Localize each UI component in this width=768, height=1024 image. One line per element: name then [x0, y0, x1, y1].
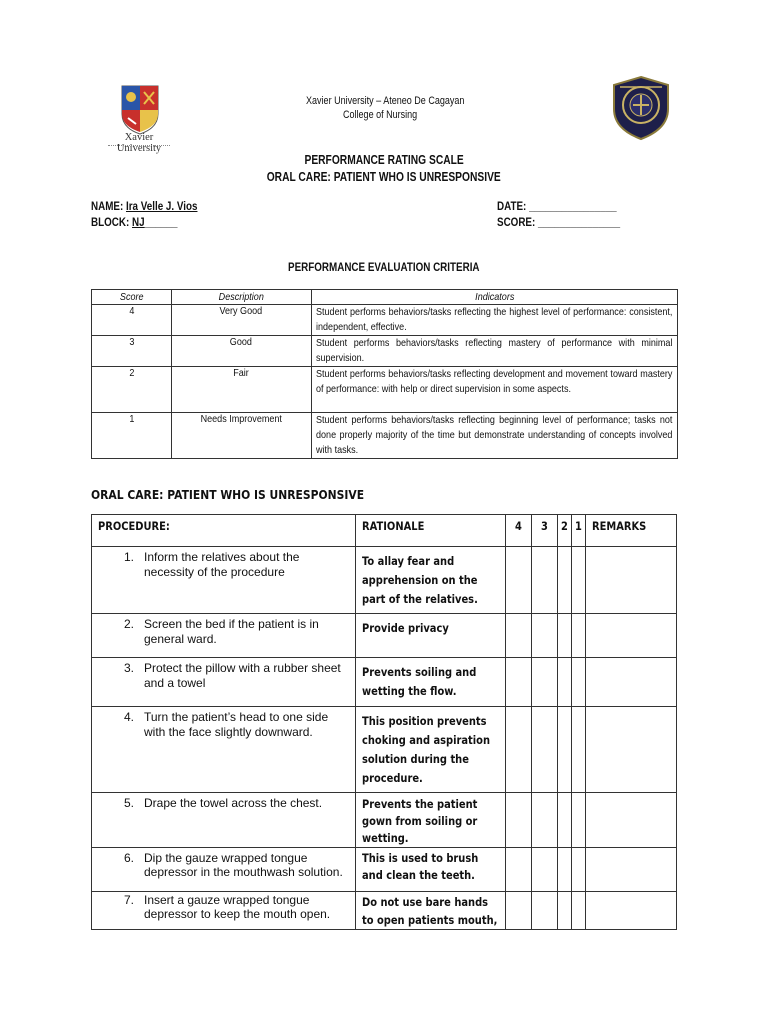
score-1-cell[interactable] — [572, 614, 586, 658]
remarks-col-header: REMARKS — [586, 515, 677, 547]
criteria-row — [92, 305, 678, 336]
criteria-header-row — [92, 290, 678, 305]
procedure-row — [92, 547, 677, 614]
procedure-row — [92, 848, 677, 892]
remarks-cell[interactable] — [586, 707, 677, 793]
score-2-cell[interactable] — [558, 658, 572, 707]
criteria-score: 1 — [92, 413, 172, 459]
criteria-score: 2 — [92, 367, 172, 413]
name-field: NAME: Ira Velle J. Vios — [91, 199, 198, 213]
criteria-score: 4 — [92, 305, 172, 336]
remarks-cell[interactable] — [586, 614, 677, 658]
remarks-cell[interactable] — [586, 793, 677, 848]
score-1-cell[interactable] — [572, 658, 586, 707]
score-3-cell[interactable] — [532, 658, 558, 707]
criteria-description: Fair — [171, 367, 311, 413]
left-logo-divider — [108, 145, 170, 147]
evaluation-criteria-table — [91, 289, 678, 459]
procedure-step: 4. Turn the patient’s head to one side with the face slightly downward. — [92, 707, 356, 793]
procedure-row — [92, 707, 677, 793]
criteria-description: Needs Improvement — [171, 413, 311, 459]
score-2-cell[interactable] — [558, 892, 572, 930]
procedure-row — [92, 793, 677, 848]
score-4-col-header: 4 — [506, 515, 532, 547]
score-field: SCORE: _______________ — [497, 215, 621, 229]
score-blank: _______________ — [538, 215, 621, 229]
procedure-rationale: To allay fear and apprehension on the part of the relatives. — [356, 547, 506, 614]
criteria-row — [92, 336, 678, 367]
left-logo-text: Xavier University — [116, 132, 162, 154]
name-value: Ira Velle J. Vios — [125, 199, 198, 213]
procedure-row — [92, 614, 677, 658]
procedure-step: 5. Drape the towel across the chest. — [92, 793, 356, 848]
procedure-step: 3. Protect the pillow with a rubber sheet and a towel — [92, 658, 356, 707]
procedure-rationale: Provide privacy — [356, 614, 506, 658]
score-3-cell[interactable] — [532, 892, 558, 930]
score-1-cell[interactable] — [572, 848, 586, 892]
remarks-cell[interactable] — [586, 658, 677, 707]
procedure-col-header: PROCEDURE: — [92, 515, 356, 547]
score-1-cell[interactable] — [572, 793, 586, 848]
criteria-indicator: Student performs behaviors/tasks reflecting beginning level of performance; tasks not done properly majority of the time but demonstrate understanding of concepts involved with tasks. — [311, 413, 677, 459]
criteria-col-indicators: Indicators — [311, 290, 677, 305]
procedure-step: 1. Inform the relatives about the necessity of the procedure — [92, 547, 356, 614]
procedure-section-title: ORAL CARE: PATIENT WHO IS UNRESPONSIVE — [91, 487, 365, 502]
score-1-col-header: 1 — [572, 515, 586, 547]
remarks-cell[interactable] — [586, 848, 677, 892]
procedure-rationale: This is used to brush and clean the teeth. — [356, 848, 506, 892]
score-3-cell[interactable] — [532, 614, 558, 658]
block-field: BLOCK: NJ______ — [91, 215, 178, 229]
criteria-col-score: Score — [92, 290, 172, 305]
score-2-col-header: 2 — [558, 515, 572, 547]
score-2-cell[interactable] — [558, 793, 572, 848]
college-of-nursing-seal-logo — [606, 75, 676, 141]
college-name-line: College of Nursing — [343, 109, 418, 121]
procedure-step: 7. Insert a gauze wrapped tongue depressor to keep the mouth open. — [92, 892, 356, 930]
score-1-cell[interactable] — [572, 892, 586, 930]
procedure-step: 6. Dip the gauze wrapped tongue depressor in the mouthwash solution. — [92, 848, 356, 892]
criteria-description: Very Good — [171, 305, 311, 336]
document-title-line-1: PERFORMANCE RATING SCALE — [304, 153, 464, 167]
score-3-cell[interactable] — [532, 848, 558, 892]
procedure-rationale: Prevents soiling and wetting the flow. — [356, 658, 506, 707]
criteria-indicator: Student performs behaviors/tasks reflecting development and movement toward mastery of performance: with help or direct supervision in some aspects. — [311, 367, 677, 413]
score-1-cell[interactable] — [572, 707, 586, 793]
remarks-cell[interactable] — [586, 892, 677, 930]
score-3-cell[interactable] — [532, 793, 558, 848]
criteria-score: 3 — [92, 336, 172, 367]
criteria-col-description: Description — [171, 290, 311, 305]
score-3-cell[interactable] — [532, 707, 558, 793]
procedure-step: 2. Screen the bed if the patient is in general ward. — [92, 614, 356, 658]
criteria-indicator: Student performs behaviors/tasks reflecting the highest level of performance: consistent, independent, effective. — [311, 305, 677, 336]
score-2-cell[interactable] — [558, 707, 572, 793]
criteria-heading: PERFORMANCE EVALUATION CRITERIA — [288, 260, 480, 274]
score-1-cell[interactable] — [572, 547, 586, 614]
score-3-col-header: 3 — [532, 515, 558, 547]
block-value: NJ — [132, 215, 145, 229]
score-2-cell[interactable] — [558, 547, 572, 614]
procedure-row — [92, 892, 677, 930]
procedure-rationale: Prevents the patient gown from soiling or wetting. — [356, 793, 506, 848]
procedure-row — [92, 658, 677, 707]
procedure-rationale: This position prevents choking and aspiration solution during the procedure. — [356, 707, 506, 793]
score-2-cell[interactable] — [558, 614, 572, 658]
document-title-line-2: ORAL CARE: PATIENT WHO IS UNRESPONSIVE — [266, 170, 502, 184]
rationale-col-header: RATIONALE — [356, 515, 506, 547]
criteria-row — [92, 367, 678, 413]
score-2-cell[interactable] — [558, 848, 572, 892]
procedure-table — [91, 514, 677, 930]
date-field: DATE: ________________ — [497, 199, 617, 213]
criteria-indicator: Student performs behaviors/tasks reflecting mastery of performance with minimal supervision. — [311, 336, 677, 367]
date-blank: ________________ — [529, 199, 617, 213]
score-3-cell[interactable] — [532, 547, 558, 614]
university-name-line: Xavier University – Ateneo De Cagayan — [306, 95, 465, 107]
procedure-header-row — [92, 515, 677, 547]
remarks-cell[interactable] — [586, 547, 677, 614]
procedure-rationale: Do not use bare hands to open patients mouth, — [356, 892, 506, 930]
criteria-description: Good — [171, 336, 311, 367]
criteria-row — [92, 413, 678, 459]
